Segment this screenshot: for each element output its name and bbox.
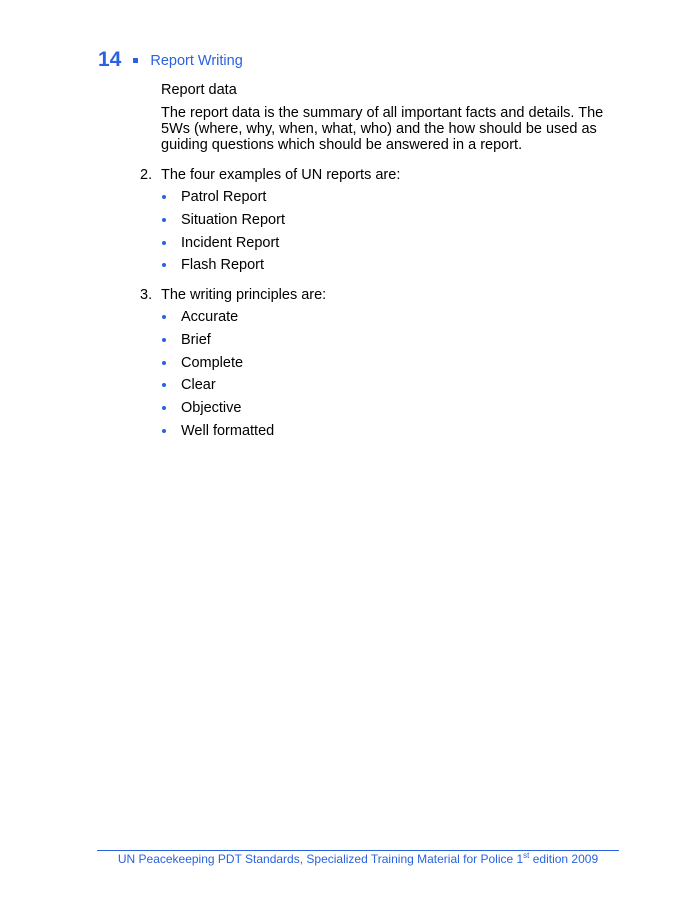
subheading: Report data — [161, 82, 237, 98]
list-item-text: Clear — [181, 377, 216, 393]
list-item-text: Situation Report — [181, 212, 285, 228]
section-title: Report Writing — [150, 53, 243, 69]
list-item-text: Flash Report — [181, 257, 265, 273]
footer-superscript: st — [523, 851, 530, 860]
item-text: The four examples of UN reports are: — [161, 167, 401, 183]
item-text: The writing principles are: — [161, 287, 327, 303]
list-item-text: Brief — [181, 332, 211, 348]
header-square-icon — [133, 58, 138, 63]
list-item-text: Complete — [181, 355, 244, 371]
bullet-dot-icon — [162, 263, 166, 267]
item-number: 3. — [140, 287, 153, 303]
bullet-dot-icon — [162, 218, 166, 222]
list-item-text: Patrol Report — [181, 189, 267, 205]
bullet-dot-icon — [162, 338, 166, 342]
list-item-text: Accurate — [181, 309, 239, 325]
footer-divider — [97, 850, 619, 851]
list-item-text: Well formatted — [181, 423, 275, 439]
bullet-dot-icon — [162, 406, 166, 410]
bullet-dot-icon — [162, 241, 166, 245]
bullet-dot-icon — [162, 315, 166, 319]
list-item-text: Incident Report — [181, 235, 280, 251]
footer-edition: edition 2009 — [529, 852, 599, 866]
item-number: 2. — [140, 167, 153, 183]
bullet-dot-icon — [162, 361, 166, 365]
bullet-dot-icon — [162, 383, 166, 387]
list-item-text: Objective — [181, 400, 242, 416]
page-header — [98, 46, 243, 74]
footer-text: UN Peacekeeping PDT Standards, Specialized Training Material for Police 1 — [117, 852, 524, 866]
page-footer — [97, 852, 619, 866]
bullet-dot-icon — [162, 195, 166, 199]
bullet-dot-icon — [162, 429, 166, 433]
body-paragraph: The report data is the summary of all important facts and details. The 5Ws (where, why, when, what, who) and the how should be used as guiding questions which should be answered in a report. — [161, 105, 604, 153]
page-number: 14 — [98, 48, 122, 71]
